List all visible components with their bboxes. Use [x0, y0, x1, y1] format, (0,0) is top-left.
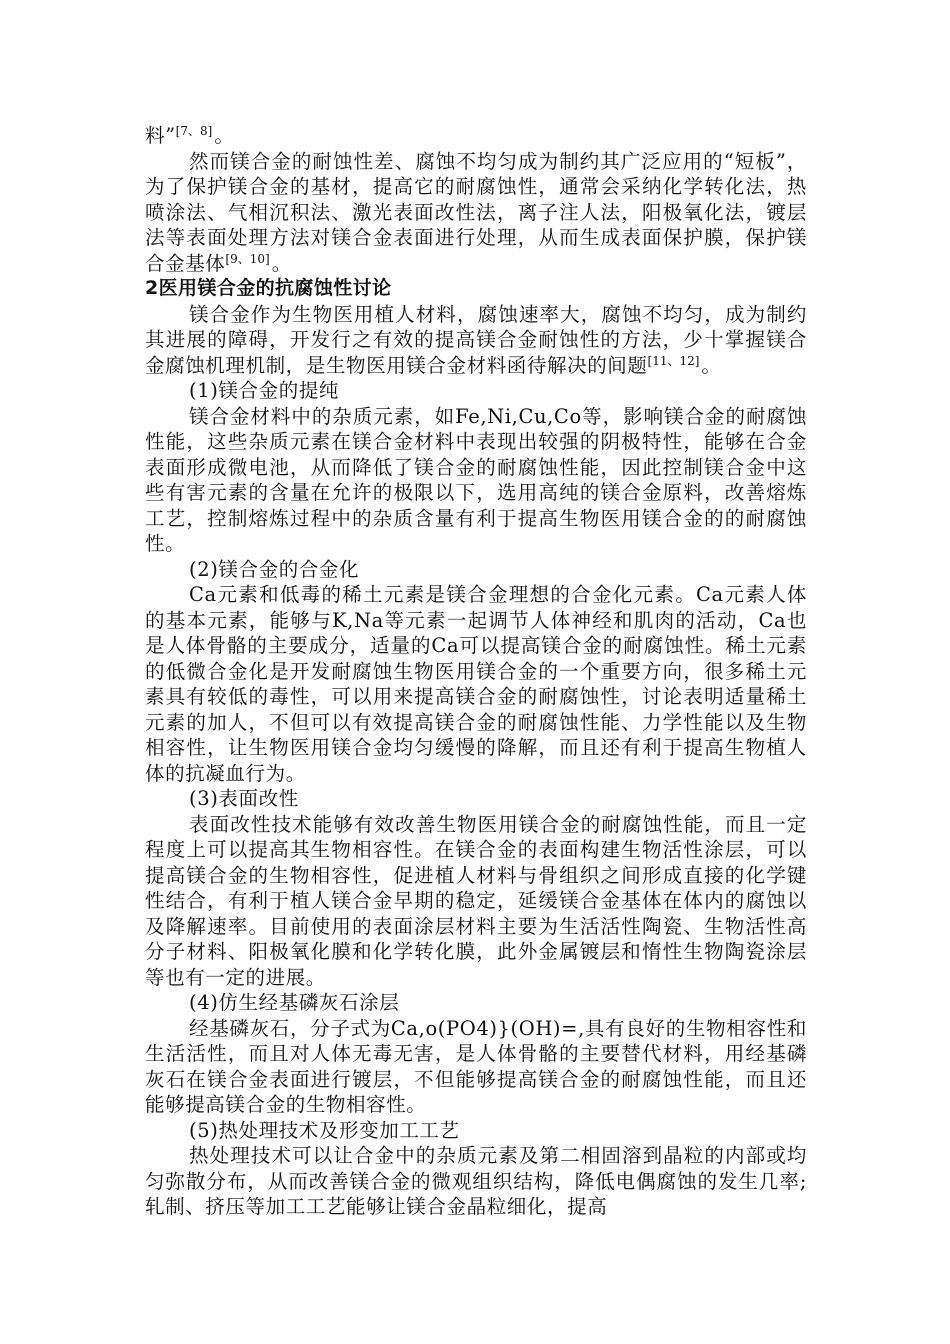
paragraph-section-intro — [145, 302, 807, 379]
paragraph-tail: 。 — [271, 251, 292, 275]
citation-ref: [7、8] — [175, 124, 213, 138]
paragraph-heat-treatment: 热处理技术可以让合金中的杂质元素及第二相固溶到晶粒的内部或均匀弥散分布，从而改善镁合金的微观组织结构，降低电偶腐蚀的发生几率;轧制、挤压等加工工艺能够让镁合金晶粒细化，提高 — [145, 1144, 807, 1218]
paragraph-protection-methods — [145, 149, 807, 277]
paragraph-tail: 。 — [214, 124, 235, 147]
subheading-purification: (1)镁合金的提纯 — [189, 379, 340, 402]
paragraph-surface-modification: 表面改性技术能够有效改善生物医用镁合金的耐腐蚀性能，而且一定程度上可以提高其生物相容性。在镁合金的表面构建生物活性涂层，可以提高镁合金的生物相容性，促进植人材料与骨组织之间形成直接的化学键性结合，有利于植人镁合金早期的稳定，延缓镁合金基体在体内的腐蚀以及降解速率。目前使用的表面涂层材料主要为生活活性陶瓷、生物活性高分子材料、阳极氧化膜和化学转化膜，此外金属镀层和惰性生物陶瓷涂层等也有一定的进展。 — [145, 812, 807, 989]
paragraph-hydroxyapatite-coating: 经基磷灰石，分子式为Ca,o(PO4)}(OH)=,具有良好的生物相容性和生活活性，而且对人体无毒无害，是人体骨骼的主要替代材料，用经基磷灰石在镁合金表面进行镀层，不但能够提高镁合金的耐腐蚀性能，而且还能够提高镁合金的生物相容性。 — [145, 1016, 807, 1116]
subheading-alloying: (2)镁合金的合金化 — [189, 557, 360, 581]
subheading-surface-modification: (3)表面改性 — [189, 787, 299, 810]
citation-ref: [9、10] — [225, 251, 270, 266]
paragraph-text: 料” — [145, 124, 176, 147]
section-heading: 2医用镁合金的抗腐蚀性讨论 — [145, 277, 392, 299]
paragraph-text: 然而镁合金的耐蚀性差、腐蚀不均匀成为制约其广泛应用的“短板”，为了保护镁合金的基材，提高它的耐腐蚀性，通常会采纳化学转化法，热喷涂法、气相沉积法、激光表面改性法，离子注人法，阳极氧化法，镀层法等表面处理方法对镁合金表面进行处理，从而生成表面保护膜，保护镁合金基体 — [145, 149, 807, 275]
document-page — [145, 123, 807, 1220]
subheading-heat-treatment: (5)热处理技术及形变加工工艺 — [189, 1118, 460, 1142]
paragraph-purification: 镁合金材料中的杂质元素，如Fe,Ni,Cu,Co等，影响镁合金的耐腐蚀性能，这些杂质元素在镁合金材料中表现出较强的阴极特性，能够在合金表面形成微电池，从而降低了镁合金的耐腐蚀性能，因此控制镁合金中这些有害元素的含量在允许的极限以下，选用高纯的镁合金原料，改善熔炼工艺，控制熔炼过程中的杂质含量有利于提高生物医用镁合金的的耐腐蚀性。 — [145, 404, 807, 555]
paragraph-continuation — [145, 123, 807, 149]
citation-ref: [11、12] — [647, 353, 700, 368]
subheading-hydroxyapatite-coating: (4)仿生经基磷灰石涂层 — [189, 991, 400, 1014]
paragraph-text: 镁合金作为生物医用植人材料，腐蚀速率大，腐蚀不均匀，成为制约其进展的障碍，开发行之有效的提高镁合金耐蚀性的方法，少十掌握镁合金腐蚀机理机制，是生物医用镁合金材料函待解决的间题 — [145, 302, 807, 377]
paragraph-alloying: Ca元素和低毒的稀土元素是镁合金理想的合金化元素。Ca元素人体的基本元素，能够与K,Na等元素一起调节人体神经和肌肉的活动，Ca也是人体骨骼的主要成分，适量的Ca可以提高镁合金的耐腐蚀性。稀土元素的低微合金化是开发耐腐蚀生物医用镁合金的一个重要方向，很多稀土元素具有较低的毒性，可以用来提高镁合金的耐腐蚀性，讨论表明适量稀土元素的加人，不但可以有效提高镁合金的耐腐蚀性能、力学性能以及生物相容性，让生物医用镁合金均匀缓慢的降解，而且还有利于提高生物植人体的抗凝血行为。 — [145, 583, 807, 785]
paragraph-tail: 。 — [701, 353, 722, 377]
